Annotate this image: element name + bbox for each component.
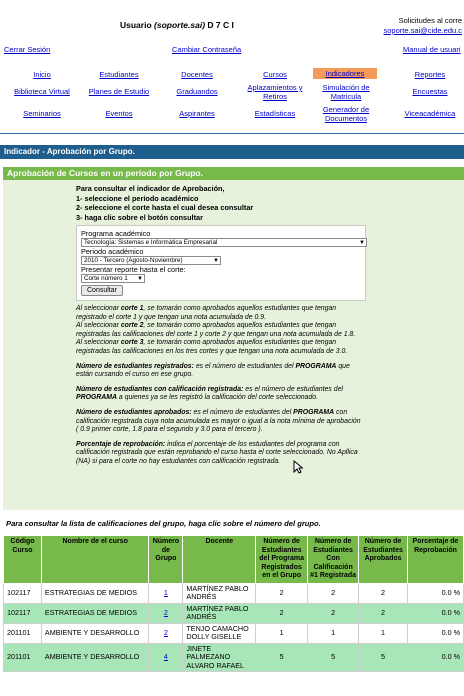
cell-registrados: 5 (256, 643, 308, 672)
nav-link[interactable]: Cursos (263, 70, 287, 79)
nav-link[interactable]: Generador de Documentos (322, 105, 370, 123)
cell-calificacion: 5 (308, 643, 359, 672)
cell-aprobados: 1 (359, 623, 408, 643)
cell-grupo (149, 603, 183, 623)
top-frame (0, 0, 464, 134)
nav-item-indicadores[interactable] (313, 68, 377, 79)
cut-select[interactable] (81, 274, 145, 283)
cell-registrados: 2 (256, 603, 308, 623)
cell-grupo (149, 623, 183, 643)
program-value: Tecnología: Sistemas e Informática Empresarial (84, 239, 218, 246)
nav-item-aspirantes[interactable] (157, 109, 237, 118)
nav-link[interactable]: Aspirantes (179, 109, 215, 118)
cell-docente: JINETE PALMEZANO ALVARO RAFAEL (183, 643, 256, 672)
nav-item-graduandos[interactable] (157, 87, 237, 96)
group-link[interactable]: 2 (163, 607, 168, 617)
cell-nombre: AMBIENTE Y DESARROLLO (41, 623, 149, 643)
col-calificacion: Número de Estudiantes Con Calificación #1 Registrada (308, 536, 359, 584)
nav-link[interactable]: Docentes (181, 70, 213, 79)
nav-item-cursos[interactable] (235, 70, 315, 79)
col-nombre: Nombre de el curso (41, 536, 149, 584)
nav-item-viceacademica[interactable] (390, 109, 464, 118)
table-intro: Para consultar la lista de calificaciones del grupo, haga clic sobre el número del grupo. (6, 519, 321, 528)
cell-registrados: 2 (256, 583, 308, 603)
cell-docente: TENJO CAMACHO DOLLY GISELLE (183, 623, 256, 643)
cell-aprobados: 5 (359, 643, 408, 672)
nav-link[interactable]: Viceacadémica (404, 109, 456, 118)
nav-link[interactable]: Inicio (33, 70, 51, 79)
nav-item-estudiantes[interactable] (79, 70, 159, 79)
change-password-link[interactable]: Cambiar Contraseña (172, 45, 242, 54)
instructions (76, 184, 312, 222)
nav-item-generador[interactable] (313, 105, 379, 123)
results-table (3, 535, 464, 672)
user-prefix: Usuario (120, 20, 152, 30)
nav-link[interactable]: Indicadores (325, 69, 365, 78)
chevron-down-icon: ▼ (359, 240, 365, 246)
group-link[interactable]: 1 (163, 587, 168, 597)
table-row (4, 603, 464, 623)
nav-item-inicio[interactable] (2, 70, 82, 79)
mouse-cursor-icon (293, 460, 303, 474)
cell-docente: MARTÍNEZ PABLO ANDRÉS (183, 583, 256, 603)
cell-nombre: ESTRATEGIAS DE MEDIOS (41, 603, 149, 623)
solicitudes-label: Solicitudes al corre (398, 16, 462, 25)
cell-grupo (149, 643, 183, 672)
nav-item-aplazamientos[interactable] (235, 83, 315, 101)
cell-aprobados: 2 (359, 583, 408, 603)
definition-reprobacion: Porcentaje de reprobación: indica el porcentaje de los estudiantes del programa con calificación registrada que están reprobando el curso hasta el corte seleccionado. No Apllica (NA) si para el corte no hay estudiantes con calificación registrada. (76, 440, 358, 465)
cell-codigo: 102117 (4, 583, 42, 603)
nav-item-estadisticas[interactable] (235, 109, 315, 118)
table-header-row (4, 536, 464, 584)
section-title: Aprobación de Cursos en un período por Grupo. (3, 167, 464, 180)
definition-registrados: Número de estudiantes registrados: es el número de estudiantes del PROGRAMA que están cursando el curso en ese grupo. (76, 362, 350, 379)
nav-link[interactable]: Graduandos (176, 87, 218, 96)
nav-link[interactable]: Planes de Estudio (88, 87, 150, 96)
nav-item-simulacion[interactable] (313, 83, 379, 101)
cell-reprobacion: 0.0 % (408, 643, 464, 672)
nav-link[interactable]: Simulación de Matricula (322, 83, 370, 101)
col-docente: Docente (183, 536, 256, 584)
cell-codigo: 102117 (4, 603, 42, 623)
col-grupo: Número de Grupo (149, 536, 183, 584)
explain-corte-1: Al seleccionar corte 1, se tomarán como aprobados aquellos estudiantes que tengan registrado el corte 1 y que tengan una nota acumulada de 0.9. (76, 305, 337, 321)
nav-item-reportes[interactable] (390, 70, 464, 79)
nav-link[interactable]: Aplazamientos y Retiros (247, 83, 303, 101)
cut-value: Corte número 1 (84, 275, 128, 282)
nav-link[interactable]: Seminarios (23, 109, 61, 118)
nav-item-eventos[interactable] (79, 109, 159, 118)
cell-calificacion: 2 (308, 603, 359, 623)
cell-nombre: ESTRATEGIAS DE MEDIOS (41, 583, 149, 603)
nav-link[interactable]: Biblioteca Virtual (14, 87, 70, 96)
page-title: Indicador - Aprobación por Grupo. (0, 145, 464, 159)
cell-calificacion: 2 (308, 583, 359, 603)
cell-reprobacion: 0.0 % (408, 623, 464, 643)
instruction-line: 3- haga clic sobre el botón consultar (76, 212, 203, 222)
cell-nombre: AMBIENTE Y DESARROLLO (41, 643, 149, 672)
explain-corte-3: Al seleccionar corte 3, se tomarán como aprobados aquellos estudiantes que tengan registradas las calificaciones en los tres cortes y que tengan una nota acumulada de 3.0. (76, 339, 348, 355)
group-link[interactable]: 2 (163, 627, 168, 637)
table-row (4, 643, 464, 672)
nav-item-planes[interactable] (79, 87, 159, 96)
user-suffix: D 7 C I (207, 20, 234, 30)
table-row (4, 623, 464, 643)
nav-item-biblioteca[interactable] (2, 87, 82, 96)
nav-item-seminarios[interactable] (2, 109, 82, 118)
cell-aprobados: 2 (359, 603, 408, 623)
cell-docente: MARTÍNEZ PABLO ANDRÉS (183, 603, 256, 623)
explain-corte-2: Al seleccionar corte 2, se tomarán como aprobados aquellos estudiantes que tengan registradas las calificaciones del corte 1 y corte 2 y que tengan una nota acumulada de 1.8. (76, 322, 356, 338)
group-link[interactable]: 4 (163, 652, 168, 661)
nav-link[interactable]: Estadísticas (254, 109, 296, 118)
user-manual-link[interactable]: Manual de usuari (403, 45, 461, 54)
explanation (76, 305, 364, 473)
period-value: 2010 - Tercero (Agosto-Noviembre) (84, 257, 183, 264)
col-aprobados: Número de Estudiantes Aprobados (359, 536, 408, 584)
nav-link[interactable]: Encuestas (412, 87, 448, 96)
instruction-line: Para consultar el indicador de Aprobación, (76, 184, 225, 193)
col-codigo: Código Curso (4, 536, 42, 584)
col-registrados: Número de Estudiantes del Programa Registrados en el Grupo (256, 536, 308, 584)
logout-link[interactable]: Cerrar Sesión (4, 45, 51, 54)
nav-active-highlight (313, 68, 377, 79)
definition-calificacion: Número de estudiantes con calificación registrada: es el número de estudiantes del PROGRAMA a quienes ya se les registró la calificación del corte seleccionado. (76, 385, 343, 402)
definition-aprobados: Número de estudiantes aprobados: es el número de estudiantes del PROGRAMA con calificación registrada cuya nota acumulada es mayor o igual a la nota mínima de aprobación ( 0.9 primer corte, 1.8 para el segundo y 3.0 para el tercero ). (76, 408, 361, 434)
chevron-down-icon: ▼ (137, 276, 143, 282)
chevron-down-icon: ▼ (213, 258, 219, 264)
cell-reprobacion: 0.0 % (408, 603, 464, 623)
cell-grupo (149, 583, 183, 603)
cell-registrados: 1 (256, 623, 308, 643)
nav-item-docentes[interactable] (157, 70, 237, 79)
program-select[interactable] (81, 238, 367, 247)
program-label: Programa académico (81, 229, 151, 238)
user-line (120, 20, 234, 30)
nav-link[interactable]: Estudiantes (99, 70, 139, 79)
solicitudes (384, 16, 463, 36)
support-email-link[interactable]: soporte.sai@cide.edu.c (383, 26, 462, 35)
table-row (4, 583, 464, 603)
nav-item-encuestas[interactable] (390, 87, 464, 96)
nav-link[interactable]: Reportes (414, 70, 446, 79)
cell-codigo: 201101 (4, 623, 42, 643)
cut-label: Presentar reporte hasta el corte: (81, 265, 186, 274)
query-form (76, 225, 366, 301)
period-select[interactable] (81, 256, 221, 265)
period-label: Periodo académico (81, 247, 144, 256)
col-reprobacion: Porcentaje de Reprobación (408, 536, 464, 584)
cell-calificacion: 1 (308, 623, 359, 643)
instruction-line: 2- seleccione el corte hasta el cual desea consultar (76, 203, 254, 212)
cell-reprobacion: 0.0 % (408, 583, 464, 603)
user-name: (soporte.sai) (154, 20, 206, 30)
instruction-line: 1- seleccione el período académico (76, 193, 199, 203)
cell-codigo: 201101 (4, 643, 42, 672)
nav-link[interactable]: Eventos (105, 109, 133, 118)
consultar-button[interactable]: Consultar (81, 285, 123, 296)
